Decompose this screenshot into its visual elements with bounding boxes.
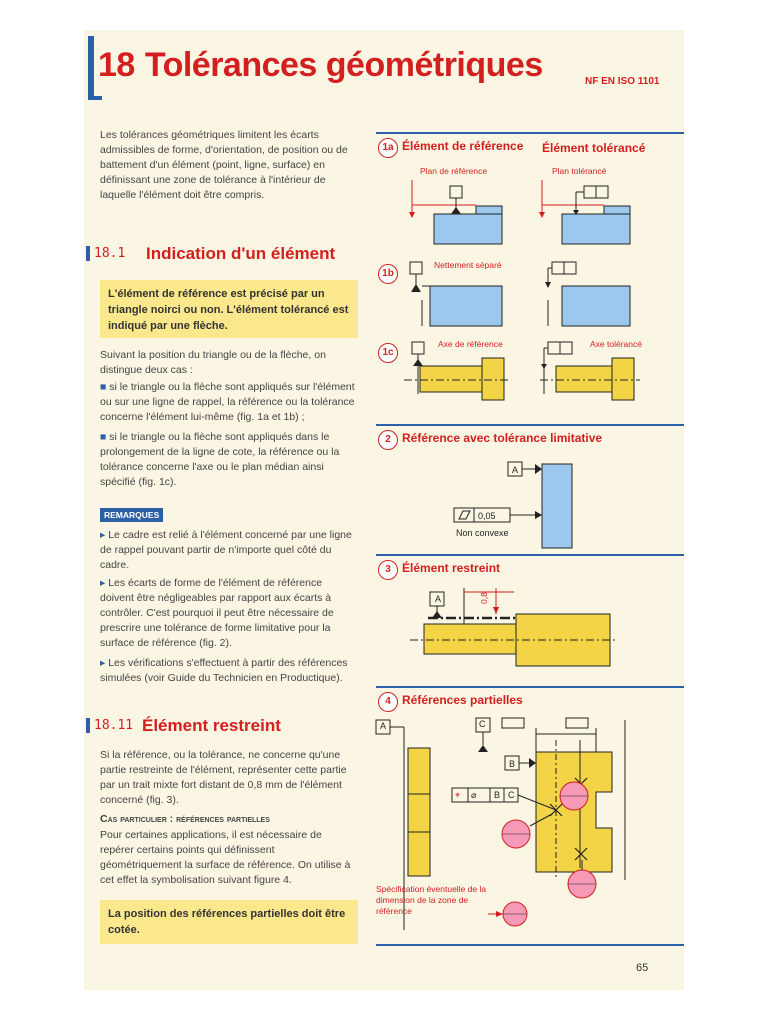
- fig4-title: Références partielles: [402, 693, 523, 707]
- remarque-1-text: Le cadre est relié à l'élément concerné par une ligne de rappel pouvant partir de n'importe quel côté du cadre.: [100, 529, 352, 571]
- section2-highlight: La position des références partielles doit être cotée.: [100, 900, 358, 944]
- triangle-bullet-icon: ▸: [100, 577, 109, 589]
- fig3-dimension: 0,8: [479, 592, 489, 604]
- remarque-2-text: Les écarts de forme de l'élément de référence doivent être négligeables par rapport aux écarts à contrôler. C'est pourquoi il peut être nécessaire de prescrire une tolérance de forme limitative pour la surface de référence (fig. 2).: [100, 577, 334, 649]
- fig3-drawing: [410, 588, 618, 666]
- fig1c-reference-drawing: [404, 342, 510, 400]
- fig1-col1-title: Élément de référence: [402, 139, 524, 153]
- bullet2-text: si le triangle ou la flèche sont appliqués dans le prolongement de la ligne de cote, la référence ou la tolérance concerne l'axe ou le plan médian ainsi spécifié (fig. 1c).: [100, 431, 340, 488]
- remarque-3-text: Les vérifications s'effectuent à partir des références simulées (voir Guide du Technicien en Productique).: [100, 657, 348, 684]
- chapter-number: 18: [98, 46, 135, 84]
- triangle-bullet-icon: ▸: [100, 529, 109, 541]
- fig2-title: Référence avec tolérance limitative: [402, 431, 603, 445]
- fig4-drawing: [376, 718, 625, 930]
- fig4-ref-a: A: [380, 721, 387, 731]
- fig1c-tolerance-drawing: [540, 342, 640, 400]
- triangle-bullet-icon: ▸: [100, 657, 109, 669]
- fig4-ref-c: C: [479, 719, 486, 729]
- cas-particulier-label: Cas particulier : références partielles: [100, 813, 270, 825]
- fig1b-reference-drawing: [410, 262, 502, 326]
- fig3-title: Élément restreint: [402, 561, 501, 575]
- fig2-ref-letter: A: [512, 465, 519, 475]
- section1-title: Indication d'un élément: [146, 244, 336, 263]
- fig4-ref-b: B: [509, 759, 516, 769]
- plan-reference-label: Plan de référence: [420, 166, 488, 176]
- plan-tolerance-label: Plan tolérancé: [552, 166, 607, 176]
- section1-lead: Suivant la position du triangle ou de la flèche, on distingue deux cas :: [100, 349, 326, 376]
- section2-title: Élément restreint: [142, 716, 281, 735]
- fig2-note: Non convexe: [456, 528, 509, 538]
- fig1-col2-title: Élément tolérancé: [542, 141, 646, 155]
- fig4-note: Spécification éventuelle de la dimension de la zone de référence: [376, 884, 487, 916]
- chapter-title: Tolérances géométriques: [144, 46, 543, 84]
- fig2-drawing: [454, 462, 572, 548]
- fig1c-badge: 1c: [378, 343, 398, 363]
- fig2-flatness-value: 0,05: [478, 511, 496, 521]
- nettement-separe-label: Nettement séparé: [434, 260, 502, 270]
- fig1b-tolerance-drawing: [545, 262, 630, 326]
- position-symbol-icon: ⌖: [455, 790, 461, 800]
- section1-number: 18.1: [86, 246, 125, 261]
- fig1a-tolerance-drawing: [539, 180, 630, 244]
- fig1a-badge: 1a: [378, 138, 398, 158]
- norme-reference: NF EN ISO 1101: [585, 76, 660, 87]
- fig3-ref-letter: A: [435, 594, 442, 604]
- cas-particulier-text: Pour certaines applications, il est nécessaire de repérer certains points qui définissent géométriquement la surface de référence. On utilise à cet effet la symbolisation suivant figure 4.: [100, 829, 351, 886]
- axe-tolerance-label: Axe tolérancé: [590, 339, 642, 349]
- bullet1-text: si le triangle ou la flèche sont appliqués sur l'élément ou sur une ligne de rappel, la référence ou la tolérance concerne l'élément lui-même (fig. 1a et 1b) ;: [100, 381, 355, 423]
- section2-number: 18.11: [86, 718, 133, 733]
- fig4-frame-diameter: ⌀: [471, 790, 477, 800]
- section1-highlight: L'élément de référence est précisé par un triangle noirci ou non. L'élément tolérancé est indiqué par une flèche.: [100, 280, 358, 338]
- fig1b-badge: 1b: [378, 264, 398, 284]
- fig4-badge: 4: [378, 692, 398, 712]
- fig4-frame-b: B: [494, 790, 501, 800]
- intro-paragraph: Les tolérances géométriques limitent les écarts admissibles de forme, d'orientation, de position ou de battement d'un élément (point, ligne, surface) en définissant une zone de tolérance à l'intérieur de laquelle l'élément doit être compris.: [100, 129, 348, 201]
- fig4-frame-c: C: [508, 790, 515, 800]
- section2-text: Si la référence, ou la tolérance, ne concerne qu'une partie restreinte de l'élément, représenter cette partie par un trait mixte fort distant de 0,8 mm de l'élément concerné (fig. 3).: [100, 749, 347, 806]
- page-number: 65: [636, 962, 649, 974]
- remarques-badge: REMARQUES: [100, 508, 163, 522]
- bullet-square-icon: ■: [100, 431, 110, 443]
- fig1a-reference-drawing: [409, 180, 502, 244]
- fig3-badge: 3: [378, 560, 398, 580]
- bullet-square-icon: ■: [100, 381, 110, 393]
- fig2-badge: 2: [378, 430, 398, 450]
- axe-reference-label: Axe de référence: [438, 339, 503, 349]
